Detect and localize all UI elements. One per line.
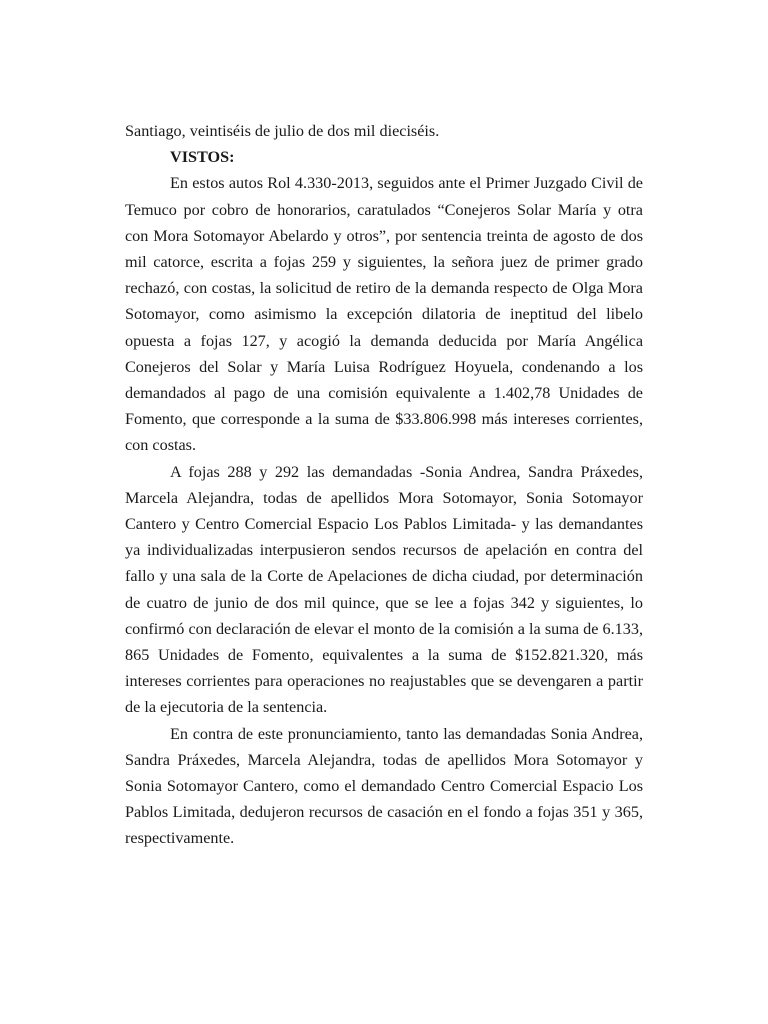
document-body	[125, 118, 643, 852]
paragraph-2: A fojas 288 y 292 las demandadas -Sonia Andrea, Sandra Práxedes, Marcela Alejandra, todas de apellidos Mora Sotomayor, Sonia Sotomayor Cantero y Centro Comercial Espacio Los Pablos Limitada- y las demandantes ya individualizadas interpusieron sendos recursos de apelación en contra del fallo y una sala de la Corte de Apelaciones de dicha ciudad, por determinación de cuatro de junio de dos mil quince, que se lee a fojas 342 y siguientes, lo confirmó con declaración de elevar el monto de la comisión a la suma de 6.133, 865 Unidades de Fomento, equivalentes a la suma de $152.821.320, más intereses corrientes para operaciones no reajustables que se devengaren a partir de la ejecutoria de la sentencia.	[125, 462, 643, 717]
section-heading: VISTOS:	[170, 148, 235, 167]
paragraph-1: En estos autos Rol 4.330-2013, seguidos ante el Primer Juzgado Civil de Temuco por cobro de honorarios, caratulados “Conejeros Solar María y otra con Mora Sotomayor Abelardo y otros”, por sentencia treinta de agosto de dos mil catorce, escrita a fojas 259 y siguientes, la señora juez de primer grado rechazó, con costas, la solicitud de retiro de la demanda respecto de Olga Mora Sotomayor, como asimismo la excepción dilatoria de ineptitud del libelo opuesta a fojas 127, y acogió la demanda deducida por María Angélica Conejeros del Solar y María Luisa Rodríguez Hoyuela, condenando a los demandados al pago de una comisión equivalente a 1.402,78 Unidades de Fomento, que corresponde a la suma de $33.806.998 más intereses corrientes, con costas.	[125, 174, 643, 455]
dateline: Santiago, veintiséis de julio de dos mil dieciséis.	[125, 122, 440, 140]
paragraph-3: En contra de este pronunciamiento, tanto las demandadas Sonia Andrea, Sandra Práxedes, Marcela Alejandra, todas de apellidos Mora Sotomayor y Sonia Sotomayor Cantero, como el demandado Centro Comercial Espacio Los Pablos Limitada, dedujeron recursos de casación en el fondo a fojas 351 y 365, respectivamente.	[125, 724, 643, 848]
